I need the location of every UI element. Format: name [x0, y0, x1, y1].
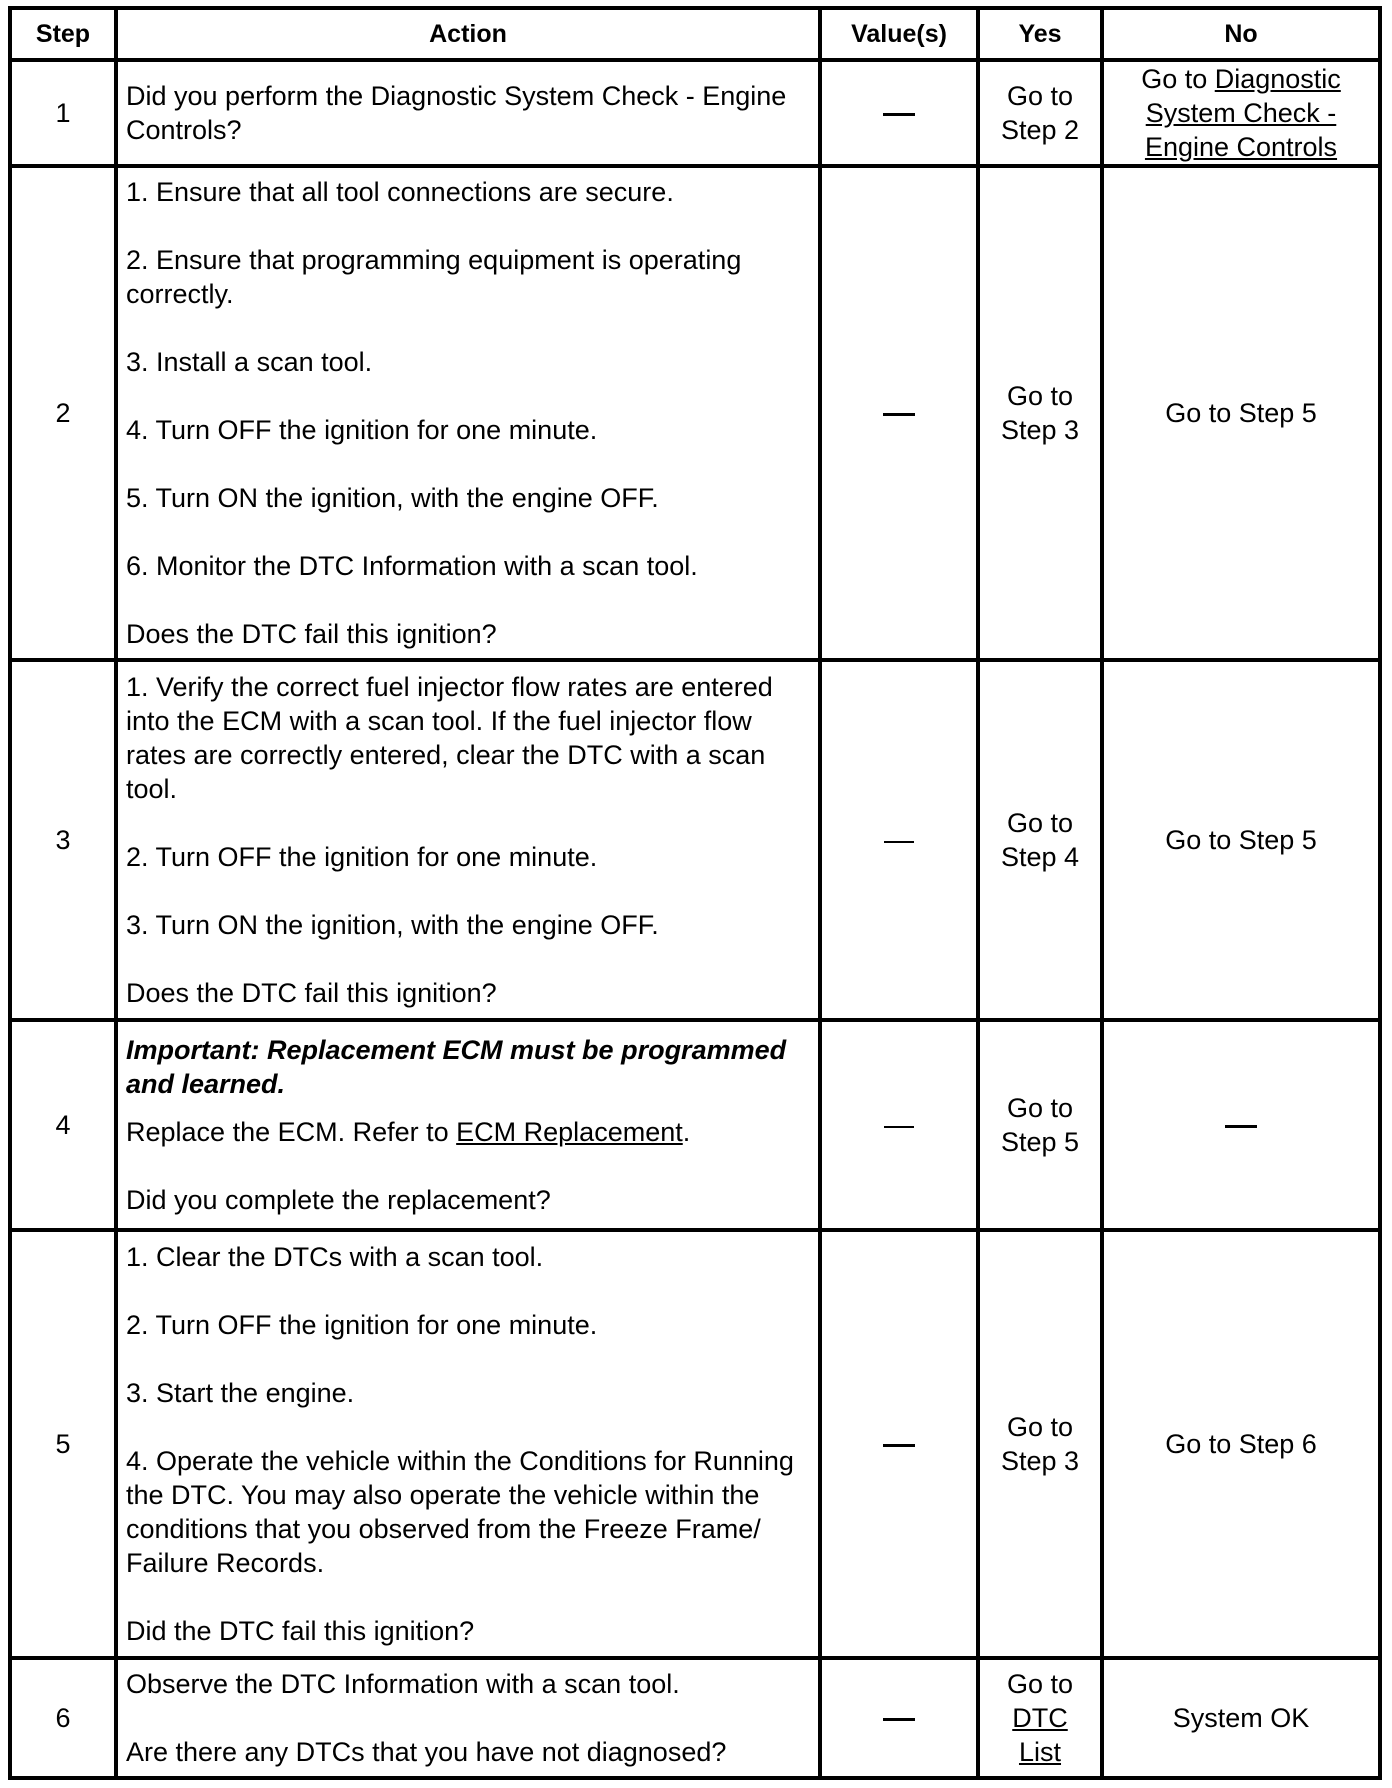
table-row: [10, 1658, 1380, 1778]
step-number: 6: [10, 1658, 116, 1778]
action-text: 4. Turn OFF the ignition for one minute.: [126, 415, 598, 445]
header-no: No: [1102, 8, 1380, 60]
no-cell: [1102, 60, 1380, 166]
step-number: 4: [10, 1020, 116, 1230]
step-number: 1: [10, 60, 116, 166]
yes-cell: [978, 1230, 1102, 1658]
value-cell: [820, 1020, 978, 1230]
step-number: 3: [10, 660, 116, 1020]
table-row: [10, 1020, 1380, 1230]
value-cell: [820, 166, 978, 660]
no-cell: Go to Step 5: [1102, 660, 1380, 1020]
action-cell: [116, 166, 820, 660]
action-text: 5. Turn ON the ignition, with the engine OFF.: [126, 483, 659, 513]
yes-text: Go to: [1006, 1093, 1074, 1123]
yes-cell: [978, 60, 1102, 166]
action-cell: [116, 1230, 820, 1658]
dash-mark: [883, 413, 915, 416]
yes-text: Go to: [1006, 81, 1074, 111]
yes-cell: [978, 1020, 1102, 1230]
action-text: Replace the ECM. Refer to ECM Replacement.: [126, 1117, 691, 1147]
action-question: Does the DTC fail this ignition?: [126, 978, 497, 1008]
no-cell: [1102, 1020, 1380, 1230]
no-cell: Go to Step 6: [1102, 1230, 1380, 1658]
action-question: Does the DTC fail this ignition?: [126, 619, 497, 649]
yes-text: Go to: [1006, 1669, 1074, 1699]
value-cell: [820, 1658, 978, 1778]
action-text: 2. Ensure that programming equipment is operating correctly.: [126, 245, 742, 309]
yes-cell: [978, 660, 1102, 1020]
action-text: 6. Monitor the DTC Information with a scan tool.: [126, 551, 698, 581]
dash-mark: [883, 1718, 915, 1721]
diagnostic-system-check-link[interactable]: System Check -: [1145, 98, 1337, 128]
yes-cell: [978, 1658, 1102, 1778]
yes-text: Step 3: [1000, 415, 1080, 445]
header-step: Step: [10, 8, 116, 60]
table-row: [10, 60, 1380, 166]
action-cell: [116, 1658, 820, 1778]
table-row: [10, 166, 1380, 660]
dtc-list-link[interactable]: List: [1018, 1737, 1062, 1767]
no-text: Go to: [1141, 64, 1215, 94]
dash-mark: [1225, 1125, 1257, 1128]
diagnostic-system-check-link[interactable]: Engine Controls: [1144, 132, 1338, 162]
action-cell: [116, 660, 820, 1020]
dash-mark: [884, 1126, 914, 1128]
diagnostic-system-check-link[interactable]: Diagnostic: [1214, 64, 1341, 94]
action-text: Observe the DTC Information with a scan tool.: [126, 1669, 680, 1699]
header-values: Value(s): [820, 8, 978, 60]
action-question: Are there any DTCs that you have not diagnosed?: [126, 1737, 727, 1767]
step-number: 2: [10, 166, 116, 660]
yes-text: Go to: [1006, 808, 1074, 838]
table-row: [10, 660, 1380, 1020]
diagnostic-table: [8, 6, 1382, 1780]
value-cell: [820, 60, 978, 166]
yes-text: Step 4: [1000, 842, 1080, 872]
no-cell: Go to Step 5: [1102, 166, 1380, 660]
no-cell: System OK: [1102, 1658, 1380, 1778]
important-note: Important: Replacement ECM must be programmed and learned.: [126, 1035, 787, 1099]
action-question: Did you complete the replacement?: [126, 1185, 551, 1215]
action-text: 3. Turn ON the ignition, with the engine OFF.: [126, 910, 659, 940]
action-text: 4. Operate the vehicle within the Conditions for Running the DTC. You may also operate the vehicle within the conditions that you observed from the Freeze Frame/ Failure Records.: [126, 1446, 794, 1578]
value-cell: [820, 660, 978, 1020]
step-number: 5: [10, 1230, 116, 1658]
header-row: [10, 8, 1380, 60]
yes-text: Step 3: [1000, 1446, 1080, 1476]
yes-cell: [978, 166, 1102, 660]
dtc-list-link[interactable]: DTC: [1012, 1703, 1068, 1733]
dash-mark: [883, 113, 915, 116]
yes-text: Step 5: [1000, 1127, 1080, 1157]
action-text: Did you perform the Diagnostic System Check - Engine Controls?: [126, 81, 787, 145]
dash-mark: [883, 1444, 915, 1447]
header-yes: Yes: [978, 8, 1102, 60]
action-cell: [116, 60, 820, 166]
action-cell: [116, 1020, 820, 1230]
action-text: 3. Start the engine.: [126, 1378, 355, 1408]
ecm-replacement-link[interactable]: ECM Replacement: [456, 1117, 683, 1147]
action-question: Did the DTC fail this ignition?: [126, 1616, 475, 1646]
action-text: 1. Ensure that all tool connections are secure.: [126, 177, 674, 207]
value-cell: [820, 1230, 978, 1658]
action-text: 1. Clear the DTCs with a scan tool.: [126, 1242, 544, 1272]
action-text: 2. Turn OFF the ignition for one minute.: [126, 1310, 598, 1340]
yes-text: Go to: [1006, 381, 1074, 411]
dash-mark: [884, 841, 914, 843]
action-text: 1. Verify the correct fuel injector flow rates are entered into the ECM with a scan tool. If the fuel injector flow rates are correctly entered, clear the DTC with a scan tool.: [126, 672, 773, 804]
action-text: 2. Turn OFF the ignition for one minute.: [126, 842, 598, 872]
header-action: Action: [116, 8, 820, 60]
yes-text: Step 2: [1000, 115, 1080, 145]
yes-text: Go to: [1006, 1412, 1074, 1442]
action-text: 3. Install a scan tool.: [126, 347, 373, 377]
table-row: [10, 1230, 1380, 1658]
